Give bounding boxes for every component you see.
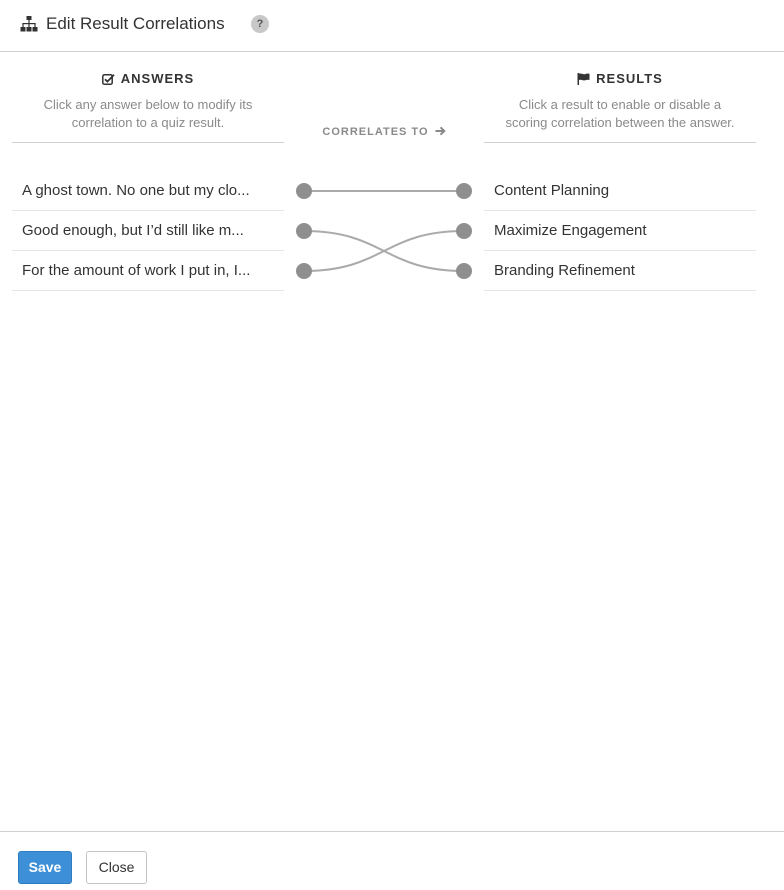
answer-label: For the amount of work I put in, I...: [22, 262, 251, 279]
result-item[interactable]: [484, 211, 756, 251]
answer-item[interactable]: [12, 251, 284, 291]
correlates-to-label: CORRELATES TO: [284, 126, 484, 138]
correlation-link: [304, 231, 464, 271]
answer-label: A ghost town. No one but my clo...: [22, 182, 250, 199]
answer-node[interactable]: [296, 183, 312, 199]
modal-title: Edit Result Correlations: [46, 14, 225, 33]
answer-label: Good enough, but I’d still like m...: [22, 222, 244, 239]
answer-node[interactable]: [296, 223, 312, 239]
correlation-links: [284, 171, 484, 291]
answer-item[interactable]: [12, 211, 284, 251]
result-node[interactable]: [456, 223, 472, 239]
answers-description: Click any answer below to modify its correlation to a quiz result.: [43, 97, 253, 130]
result-node[interactable]: [456, 183, 472, 199]
answers-header: [12, 70, 284, 132]
results-heading: RESULTS: [596, 71, 663, 86]
save-button[interactable]: Save: [18, 851, 72, 884]
answer-node[interactable]: [296, 263, 312, 279]
result-node[interactable]: [456, 263, 472, 279]
answer-item[interactable]: [12, 171, 284, 211]
result-label: Branding Refinement: [494, 262, 635, 279]
results-description: Click a result to enable or disable a scoring correlation between the answer.: [505, 97, 735, 130]
modal-footer: [0, 831, 784, 890]
flag-icon: [577, 73, 590, 85]
check-square-icon: [102, 73, 115, 85]
close-button[interactable]: Close: [86, 851, 147, 884]
modal-header: [0, 0, 784, 52]
divider: [12, 142, 284, 143]
answers-heading: ANSWERS: [120, 71, 195, 86]
help-icon[interactable]: ?: [251, 15, 269, 33]
result-item[interactable]: [484, 171, 756, 211]
result-item[interactable]: [484, 251, 756, 291]
divider: [484, 142, 756, 143]
arrow-right-icon: [435, 126, 446, 136]
result-label: Content Planning: [494, 182, 610, 199]
sitemap-icon: [20, 16, 38, 32]
result-label: Maximize Engagement: [494, 222, 647, 239]
results-header: [484, 70, 756, 132]
